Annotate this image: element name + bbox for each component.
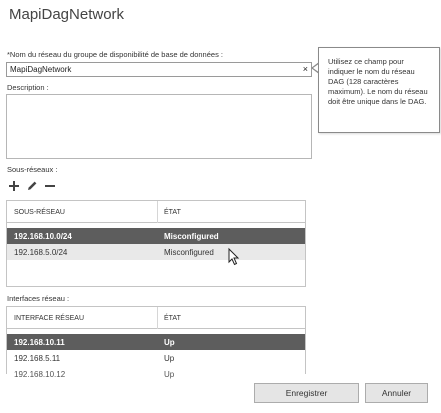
help-tooltip: [318, 47, 440, 133]
edit-icon[interactable]: [25, 179, 39, 193]
interface-cell: 192.168.5.11: [14, 354, 61, 363]
table-row[interactable]: [7, 244, 305, 260]
column-header-interface[interactable]: INTERFACE RÉSEAU: [14, 315, 85, 322]
table-row[interactable]: [7, 334, 305, 350]
name-label: *Nom du réseau du groupe de disponibilité de base de données :: [7, 50, 223, 59]
dialog-title: MapiDagNetwork: [9, 6, 125, 23]
subnet-cell: 192.168.10.0/24: [14, 232, 72, 241]
name-field[interactable]: [6, 62, 312, 77]
state-cell: Misconfigured: [164, 248, 214, 257]
state-cell: Misconfigured: [164, 232, 219, 241]
clear-icon[interactable]: ×: [302, 64, 308, 74]
subnets-toolbar: [7, 179, 57, 193]
table-row[interactable]: [7, 228, 305, 244]
subnets-table: [6, 200, 306, 287]
table-row[interactable]: [7, 350, 305, 366]
interface-cell: 192.168.10.11: [14, 338, 65, 347]
tooltip-text: Utilisez ce champ pour indiquer le nom du réseau DAG (128 caractères maximum). Le nom du réseau doit être unique dans le DAG.: [328, 57, 428, 106]
column-header-subnet[interactable]: SOUS-RÉSEAU: [14, 209, 65, 216]
save-button[interactable]: Enregistrer: [254, 383, 359, 403]
subnet-cell: 192.168.5.0/24: [14, 248, 68, 257]
state-cell: Up: [164, 338, 175, 347]
description-label: Description :: [7, 83, 49, 92]
name-field-value: MapiDagNetwork: [10, 65, 72, 74]
cancel-button[interactable]: Annuler: [365, 383, 428, 403]
interface-cell: 192.168.10.12: [14, 370, 66, 379]
interfaces-label: Interfaces réseau :: [7, 294, 70, 303]
column-header-state[interactable]: ÉTAT: [164, 209, 181, 216]
state-cell: Up: [164, 354, 175, 363]
add-icon[interactable]: [7, 179, 21, 193]
mouse-pointer-icon: [228, 248, 240, 266]
subnets-label: Sous-réseaux :: [7, 165, 58, 174]
interfaces-table-header: [7, 307, 305, 329]
table-row[interactable]: [7, 366, 305, 382]
state-cell: Up: [164, 370, 175, 379]
subnets-table-header: [7, 201, 305, 223]
interfaces-table: [6, 306, 306, 379]
remove-icon[interactable]: [43, 179, 57, 193]
column-header-state[interactable]: ÉTAT: [164, 315, 181, 322]
description-field[interactable]: [6, 94, 312, 159]
